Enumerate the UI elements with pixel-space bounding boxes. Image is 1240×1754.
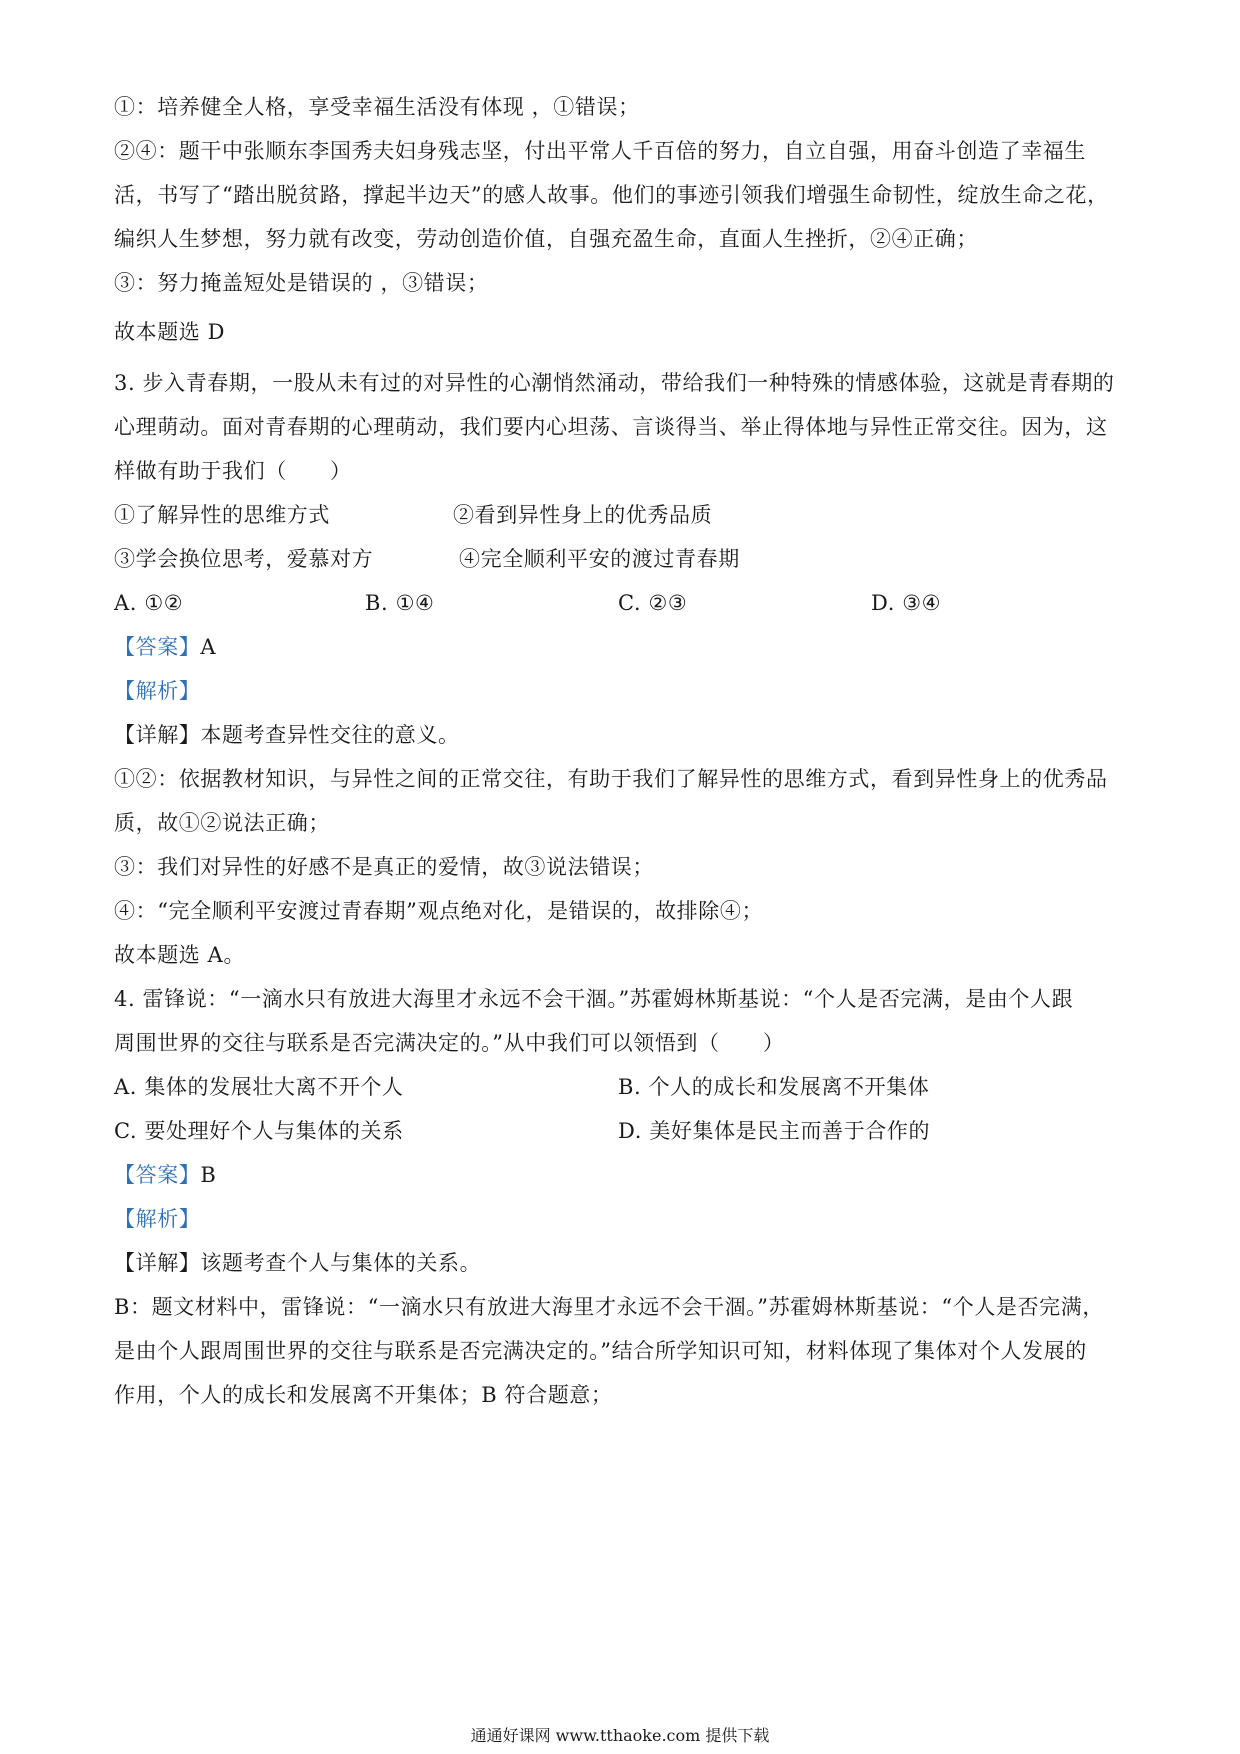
- q3-answer: [114, 632, 216, 662]
- q4-option-a: A. 集体的发展壮大离不开个人: [114, 1075, 404, 1099]
- q2-conclusion: 故本题选 D: [114, 320, 226, 344]
- answer-value: A: [200, 635, 217, 659]
- q3-exp-line-2: 质，故①②说法正确；: [114, 811, 330, 835]
- q4-analysis-tag: 【解析】: [114, 1207, 201, 1231]
- q4-answer: [114, 1160, 216, 1190]
- q4-option-b: B. 个人的成长和发展离不开集体: [618, 1075, 930, 1099]
- q4-stem-line-1: 4. 雷锋说：“一滴水只有放进大海里才永远不会干涸。”苏霍姆林斯基说：“个人是否完满，是由个人跟: [114, 987, 1074, 1011]
- q3-item-1: ①了解异性的思维方式: [114, 503, 330, 527]
- q3-option-a: A. ①②: [114, 591, 184, 615]
- q3-exp-line-4: ④：“完全顺利平安渡过青春期”观点绝对化，是错误的，故排除④；: [114, 899, 764, 923]
- detail-tag: 【详解】: [114, 1251, 201, 1275]
- q3-item-4: ④完全顺利平安的渡过青春期: [459, 547, 740, 571]
- detail-tag: 【详解】: [114, 723, 201, 747]
- q3-detail: [114, 720, 460, 750]
- q3-stem-line-2: 心理萌动。面对青春期的心理萌动，我们要内心坦荡、言谈得当、举止得体地与异性正常交往。因为，这: [114, 415, 1108, 439]
- q4-exp-line-2: 是由个人跟周围世界的交往与联系是否完满决定的。”结合所学知识可知，材料体现了集体对个人发展的: [114, 1339, 1087, 1363]
- q3-option-b: B. ①④: [365, 591, 435, 615]
- q3-conclusion: 故本题选 A。: [114, 943, 246, 967]
- q3-option-c: C. ②③: [618, 591, 688, 615]
- detail-text: 该题考查个人与集体的关系。: [200, 1251, 482, 1275]
- q4-stem-line-2: 周围世界的交往与联系是否完满决定的。”从中我们可以领悟到（ ）: [114, 1031, 785, 1055]
- q3-option-d: D. ③④: [871, 591, 942, 615]
- q3-exp-line-1: ①②：依据教材知识，与异性之间的正常交往，有助于我们了解异性的思维方式，看到异性身上的优秀品: [114, 767, 1108, 791]
- q4-option-c: C. 要处理好个人与集体的关系: [114, 1119, 404, 1143]
- q2-exp-line-1: ①：培养健全人格，享受幸福生活没有体现 ，①错误；: [114, 95, 640, 119]
- answer-tag: 【答案】: [114, 635, 201, 659]
- detail-text: 本题考查异性交往的意义。: [200, 723, 460, 747]
- page-footer: 通通好课网 www.tthaoke.com 提供下载: [470, 1726, 770, 1745]
- q4-exp-line-1: B：题文材料中，雷锋说：“一滴水只有放进大海里才永远不会干涸。”苏霍姆林斯基说：“个人是否完满，: [114, 1295, 1104, 1319]
- q3-analysis-tag: 【解析】: [114, 679, 201, 703]
- q3-stem-line-3: 样做有助于我们（ ）: [114, 459, 352, 483]
- q2-exp-line-4: 编织人生梦想，努力就有改变，劳动创造价值，自强充盈生命，直面人生挫折，②④正确；: [114, 227, 978, 251]
- answer-value: B: [200, 1163, 217, 1187]
- q2-exp-line-5: ③：努力掩盖短处是错误的 ，③错误；: [114, 271, 489, 295]
- answer-tag: 【答案】: [114, 1163, 201, 1187]
- q2-exp-line-3: 活，书写了“踏出脱贫路，撑起半边天”的感人故事。他们的事迹引领我们增强生命韧性，绽放生命之花，: [114, 183, 1109, 207]
- q3-item-3: ③学会换位思考，爱慕对方: [114, 547, 374, 571]
- q3-stem-line-1: 3. 步入青春期，一股从未有过的对异性的心潮悄然涌动，带给我们一种特殊的情感体验，这就是青春期的: [114, 371, 1115, 395]
- q4-option-d: D. 美好集体是民主而善于合作的: [618, 1119, 931, 1143]
- q2-exp-line-2: ②④：题干中张顺东李国秀夫妇身残志坚，付出平常人千百倍的努力，自立自强，用奋斗创造了幸福生: [114, 139, 1086, 163]
- q3-exp-line-3: ③：我们对异性的好感不是真正的爱情，故③说法错误；: [114, 855, 654, 879]
- q4-detail: [114, 1248, 481, 1278]
- q3-item-2: ②看到异性身上的优秀品质: [453, 503, 713, 527]
- q4-exp-line-3: 作用，个人的成长和发展离不开集体；B 符合题意；: [114, 1383, 613, 1407]
